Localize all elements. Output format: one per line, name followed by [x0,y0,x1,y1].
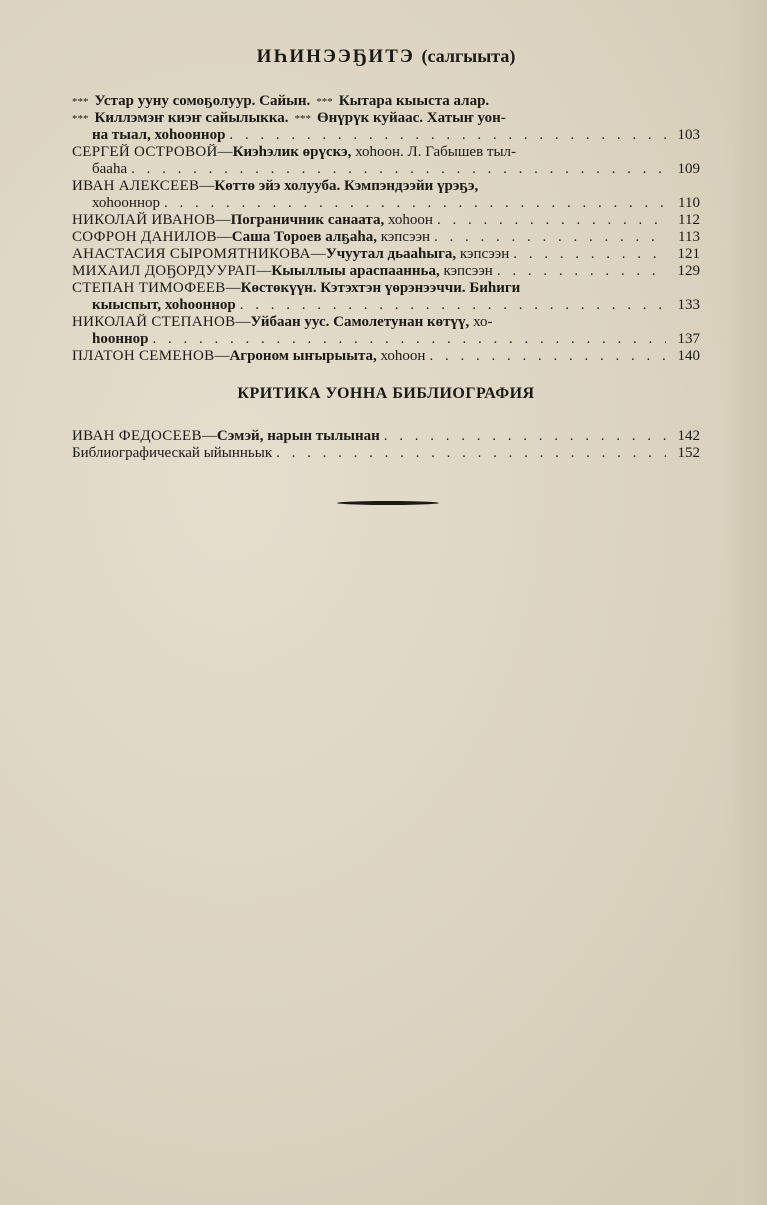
toc-entry-poems [72,93,700,144]
toc-entry [72,280,700,314]
asterism-icon: *** [316,96,333,108]
toc-work: Киллэмэҥ киэҥ сайылыкка. [94,110,289,126]
leader-dots [429,348,666,365]
toc-line [72,246,700,263]
toc-page-number: 137 [677,331,700,347]
leader-dots [437,212,666,229]
dash: — [201,428,217,444]
leader-dots [513,246,666,263]
toc-author: СОФРОН ДАНИЛОВ [72,229,217,245]
toc-entry [72,348,700,365]
toc-work: Кытара кыыста алар. [338,93,490,109]
toc-work: Пограничник санаата, [230,212,385,228]
dash: — [215,212,231,228]
dash: — [235,314,251,330]
toc-tail: кыыспыт, хоhооннор [92,297,236,313]
toc-tail: бааhа [92,161,128,177]
toc-entry [72,212,700,229]
toc-author: МИХАИЛ ДОҔОРДУУРАП [72,263,257,279]
toc-line [72,212,700,229]
asterism-icon: *** [72,113,89,125]
toc-work: Киэһэлик өрүскэ, [232,144,352,160]
toc-work: Устар ууну сомоҕолуур. Сайын. [94,93,311,109]
toc-work-tail: на тыал, хоhооннор [92,127,226,143]
toc-author: СЕРГЕЙ ОСТРОВОЙ [72,144,218,160]
dash: — [310,246,326,262]
section-heading: КРИТИКА УОННА БИБЛИОГРАФИЯ [237,385,535,402]
leader-dots [434,229,666,246]
toc-author: ИВАН ФЕДОСЕЕВ [72,428,202,444]
toc-line [72,314,700,331]
toc-entry [72,445,700,462]
toc-work: Сэмэй, нарын тылынан [216,428,380,444]
end-ornament-rule [337,501,439,505]
toc-page-number: 112 [678,212,700,228]
toc-page-number: 103 [677,127,700,143]
toc-page-number: 140 [677,348,700,364]
leader-dots [497,263,666,280]
toc-page-number: 113 [678,229,700,245]
toc-author: ИВАН АЛЕКСЕЕВ [72,178,200,194]
toc-line [72,161,700,178]
toc-work: Агроном ыҥырыыта, [229,348,377,364]
dash: — [216,229,232,245]
toc-work: Уйбаан уус. Самолетунан көтүү, [250,314,470,330]
toc-page-number: 133 [677,297,700,313]
toc-line [72,178,700,195]
toc-entry [72,246,700,263]
page-edge-shadow [725,0,767,1205]
toc-page-number: 110 [678,195,700,211]
toc-page-number: 152 [677,445,700,461]
toc-line [72,93,700,110]
critique-list [72,428,700,462]
toc-work: Библиографическай ыйынньык [72,445,273,461]
toc-entry [72,263,700,280]
toc-note: хо- [473,314,493,330]
toc-author: НИКОЛАЙ СТЕПАНОВ [72,314,236,330]
leader-dots [152,331,666,348]
contents-page [72,0,700,1205]
toc-tail: hооннор [92,331,149,347]
toc-line [72,195,700,212]
toc-author: ПЛАТОН СЕМЕНОВ [72,348,215,364]
toc-entry [72,178,700,212]
toc-note: кэпсээн [380,229,431,245]
leader-dots [131,161,666,178]
dash: — [256,263,272,279]
toc-work: Учуутал дьааhыга, [325,246,457,262]
toc-page-number: 121 [677,246,700,262]
toc-page-number: 109 [677,161,700,177]
toc-author: АНАСТАСИЯ СЫРОМЯТНИКОВА [72,246,311,262]
toc-author: НИКОЛАЙ ИВАНОВ [72,212,216,228]
toc-line [72,127,700,144]
toc-work: Көстөкүүн. Кэтэхтэн үөрэнээччи. Биhиги [240,280,521,296]
asterism-icon: *** [294,113,311,125]
dash: — [214,348,230,364]
toc-note: кэпсээн [459,246,510,262]
leader-dots [240,297,666,314]
toc-line [72,263,700,280]
dash: — [225,280,241,296]
toc-line [72,280,700,297]
toc-note: хоhоон. Л. Габышев тыл- [355,144,517,160]
toc-note: хоhоон [387,212,433,228]
toc-entry [72,314,700,348]
toc-line [72,297,700,314]
toc-list [72,93,700,365]
title-sub: (салгыыта) [421,46,516,66]
toc-author: СТЕПАН ТИМОФЕЕВ [72,280,226,296]
asterism-icon: *** [72,96,89,108]
toc-note: хоhоон [380,348,426,364]
toc-page-number: 129 [677,263,700,279]
leader-dots [164,195,666,212]
toc-line [72,110,700,127]
toc-work: Көттө эйэ холууба. Кэмпэндээйи үрэҕэ, [214,178,479,194]
toc-entry [72,144,700,178]
leader-dots [276,445,666,462]
toc-line [72,144,700,161]
toc-entry [72,428,700,445]
dash: — [217,144,233,160]
toc-work: Саша Тороев алҕаhа, [231,229,377,245]
toc-tail: хоhооннор [92,195,160,211]
dash: — [199,178,215,194]
toc-line [72,331,700,348]
toc-work: Кыыллыы араспаанньа, [271,263,440,279]
page-title [72,46,700,68]
toc-entry [72,229,700,246]
toc-line [72,348,700,365]
toc-page-number: 142 [677,428,700,444]
leader-dots [384,428,666,445]
title-main: ИҺИНЭЭҔИТЭ [256,46,415,67]
leader-dots [229,127,666,144]
toc-line [72,229,700,246]
toc-note: кэпсээн [443,263,493,279]
toc-work: Өнүрүк куйаас. Хатыҥ уон- [317,110,506,126]
